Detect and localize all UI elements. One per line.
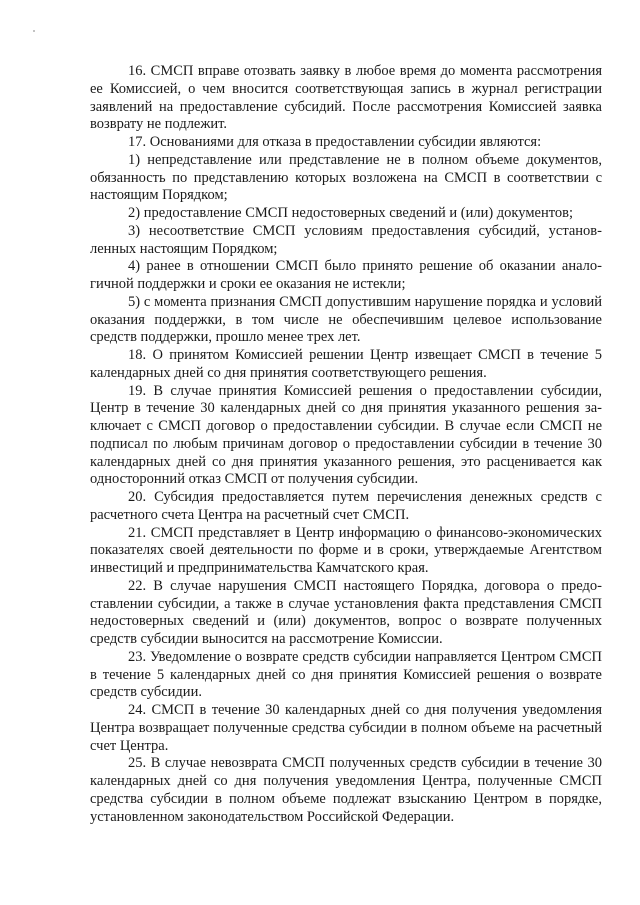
paragraph-18: 18. О принятом Комиссией решении Центр извещает СМСП в течение 5 календарных дней со дня принятия соответствующего решения.	[90, 347, 602, 381]
paragraph-20: 20. Субсидия предоставляется путем перечисления денежных средств с расчетного счета Центра на расчетный счет СМСП.	[90, 489, 602, 523]
paragraph-17-item-1: 1) непредставление или представление не в полном объеме документов, обязанность по представлению которых возложена на СМСП в соответствии с настоящим Порядком;	[90, 151, 602, 204]
paragraph-17-item-5: 5) с момента признания СМСП допустившим нарушение порядка и условий оказания поддержки, в том числе не обеспечившим целевое использование средств поддержки, прошло менее трех лет.	[90, 293, 602, 346]
scan-speck	[33, 30, 35, 32]
paragraph-24: 24. СМСП в течение 30 календарных дней со дня получения уведомления Центра возвращает полученные средства субсидии в полном объеме на расчетный счет Центра.	[90, 702, 602, 754]
paragraph-17-item-4: 4) ранее в отношении СМСП было принято решение об оказании аналогичной поддержки и сроки ее оказания не истекли;	[90, 258, 602, 292]
paragraph-17: 17. Основаниями для отказа в предоставлении субсидии являются:	[128, 134, 542, 150]
paragraph-21: 21. СМСП представляет в Центр информацию о финансово-экономических показателях своей деятельности по форме и в сроки, утверждаемые Агентством инвестиций и предпринимательства Камчатского края.	[90, 524, 602, 576]
paragraph-17-item-2: 2) предоставление СМСП недостоверных сведений и (или) документов;	[128, 205, 573, 221]
paragraph-25: 25. В случае невозврата СМСП полученных средств субсидии в течение 30 календарных дней со дня получения уведомления Центра, полученные СМСП средства субсидии в полном объеме подлежат взысканию Центром в порядке, установленном законодательством Российской Федерации.	[90, 755, 602, 825]
paragraph-22: 22. В случае нарушения СМСП настоящего Порядка, договора о предоставлении субсидии, а также в случае установления факта представления СМСП недостоверных сведений и (или) документов, вопрос о возврате полученных средств субсидии выносится на рассмотрение Комиссии.	[90, 577, 602, 647]
paragraph-23: 23. Уведомление о возврате средств субсидии направляется Центром СМСП в течение 5 календарных дней со дня принятия Комиссией решения о возврате средств субсидии.	[90, 648, 602, 701]
paragraph-19: 19. В случае принятия Комиссией решения о предоставлении субсидии, Центр в течение 30 календарных дней со дня принятия указанного решения заключает с СМСП договор о предоставлении субсидии. В случае если СМСП не подписал по любым причинам договор о предоставлении субсидии в течение 30 календарных дней со дня принятия указанного решения, это расценивается как односторонний отказ СМСП от получения субсидии.	[90, 382, 602, 488]
paragraph-17-item-3: 3) несоответствие СМСП условиям предоставления субсидий, установленных настоящим Порядком;	[90, 222, 602, 257]
document-body	[90, 63, 602, 826]
paragraph-16: 16. СМСП вправе отозвать заявку в любое время до момента рассмотрения ее Комиссией, о чем вносится соответствующая запись в журнал регистрации заявлений на предоставление субсидий. После рассмотрения Комиссией заявка возврату не подлежит.	[90, 63, 602, 133]
